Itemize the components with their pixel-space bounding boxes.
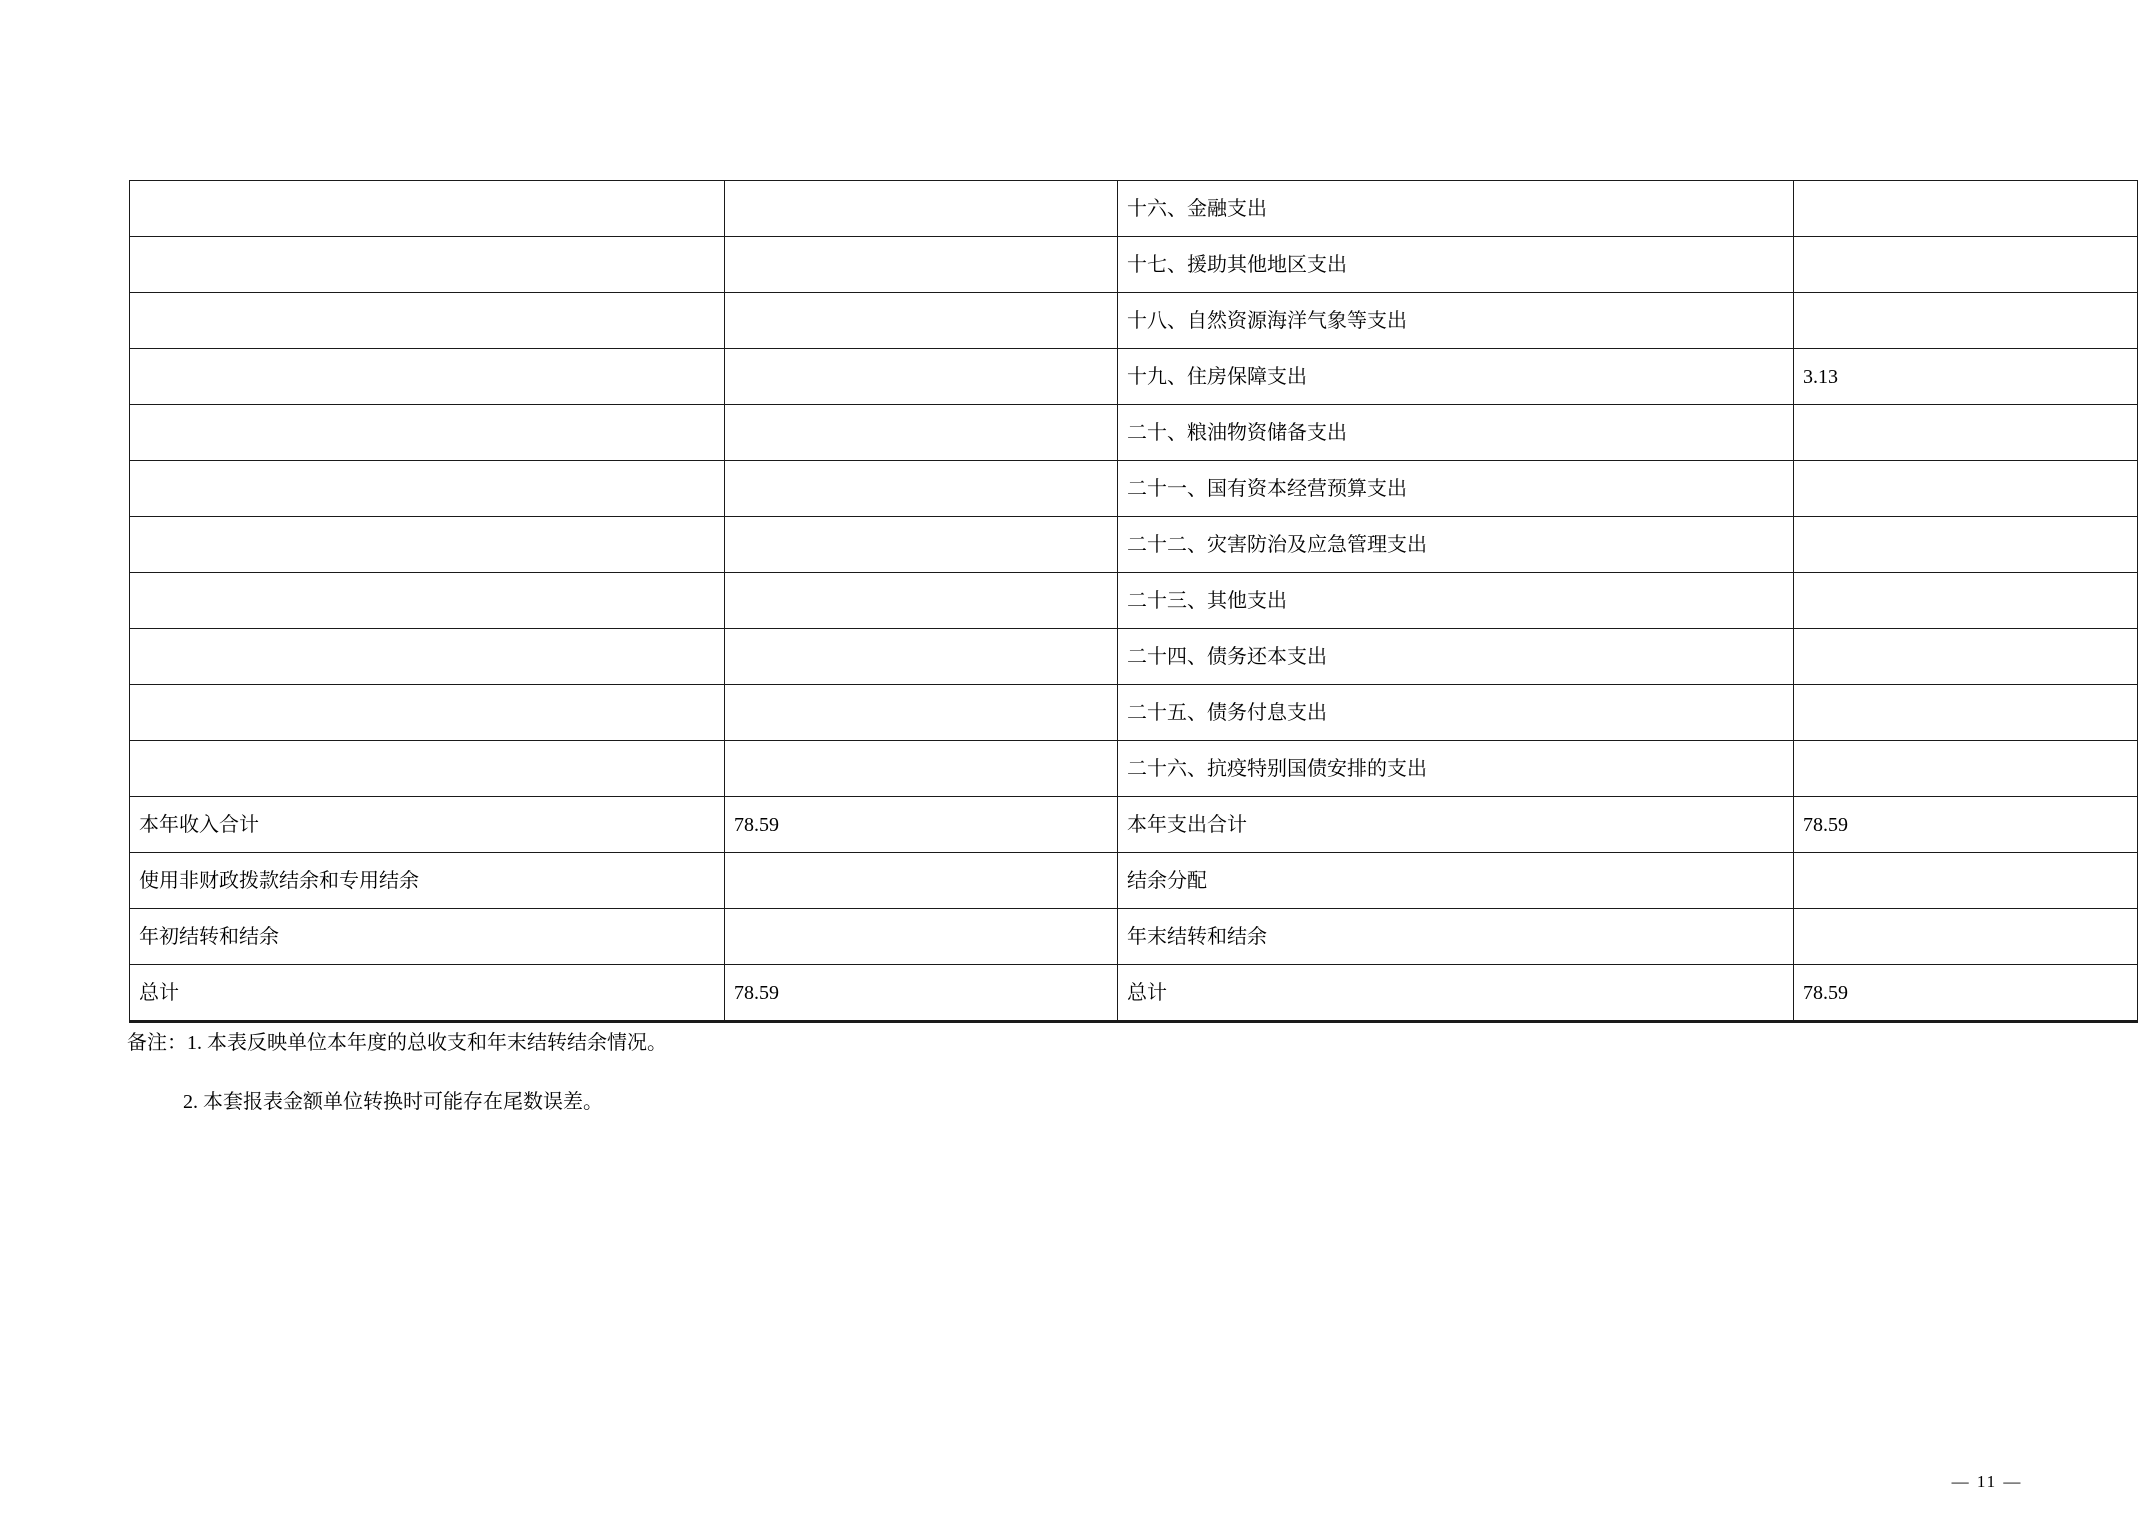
expense-item-cell: 年末结转和结余	[1118, 909, 1794, 965]
income-item-cell	[130, 181, 725, 237]
table-row	[130, 293, 2138, 349]
expense-amount-cell	[1794, 741, 2138, 797]
income-item-cell	[130, 405, 725, 461]
table-row	[130, 685, 2138, 741]
table-row	[130, 517, 2138, 573]
income-amount-cell	[725, 853, 1118, 909]
income-item-cell: 年初结转和结余	[130, 909, 725, 965]
income-amount-cell	[725, 517, 1118, 573]
notes	[127, 1030, 667, 1115]
expense-item-cell: 结余分配	[1118, 853, 1794, 909]
expense-amount-cell	[1794, 461, 2138, 517]
table-row-grand-total	[130, 965, 2138, 1022]
expense-amount-cell: 78.59	[1794, 797, 2138, 853]
table-row	[130, 181, 2138, 237]
note-line-1: 备注：1. 本表反映单位本年度的总收支和年末结转结余情况。	[127, 1032, 667, 1054]
income-item-cell	[130, 629, 725, 685]
expense-item-cell: 二十二、灾害防治及应急管理支出	[1118, 517, 1794, 573]
income-item-cell	[130, 461, 725, 517]
income-item-cell	[130, 685, 725, 741]
expense-item-cell: 二十三、其他支出	[1118, 573, 1794, 629]
income-item-cell	[130, 237, 725, 293]
income-amount-cell	[725, 461, 1118, 517]
table-row-income-total	[130, 797, 2138, 853]
income-item-cell	[130, 349, 725, 405]
expense-item-cell: 十七、援助其他地区支出	[1118, 237, 1794, 293]
expense-amount-cell	[1794, 853, 2138, 909]
expense-item-cell: 本年支出合计	[1118, 797, 1794, 853]
table-row	[130, 629, 2138, 685]
expense-amount-cell	[1794, 517, 2138, 573]
expense-amount-cell	[1794, 573, 2138, 629]
expense-amount-cell	[1794, 685, 2138, 741]
page-number: — 11 —	[1951, 1472, 2023, 1491]
income-amount-cell: 78.59	[725, 965, 1118, 1022]
income-amount-cell	[725, 685, 1118, 741]
table-row	[130, 909, 2138, 965]
income-amount-cell	[725, 629, 1118, 685]
income-item-cell: 总计	[130, 965, 725, 1022]
table-row	[130, 853, 2138, 909]
income-amount-cell	[725, 741, 1118, 797]
note-line-2: 2. 本套报表金额单位转换时可能存在尾数误差。	[183, 1091, 603, 1113]
income-amount-cell	[725, 573, 1118, 629]
table-row	[130, 741, 2138, 797]
table-row	[130, 405, 2138, 461]
table-row	[130, 237, 2138, 293]
expense-amount-cell	[1794, 629, 2138, 685]
table-row	[130, 461, 2138, 517]
income-item-cell	[130, 517, 725, 573]
income-item-cell	[130, 573, 725, 629]
expense-item-cell: 二十六、抗疫特别国债安排的支出	[1118, 741, 1794, 797]
expense-amount-cell: 3.13	[1794, 349, 2138, 405]
expense-item-cell: 二十四、债务还本支出	[1118, 629, 1794, 685]
expense-amount-cell	[1794, 237, 2138, 293]
expense-amount-cell	[1794, 181, 2138, 237]
expense-amount-cell	[1794, 293, 2138, 349]
expense-amount-cell	[1794, 405, 2138, 461]
income-amount-cell	[725, 237, 1118, 293]
income-amount-cell	[725, 909, 1118, 965]
income-amount-cell: 78.59	[725, 797, 1118, 853]
income-item-cell	[130, 293, 725, 349]
expense-item-cell: 十九、住房保障支出	[1118, 349, 1794, 405]
expense-item-cell: 二十、粮油物资储备支出	[1118, 405, 1794, 461]
income-item-cell: 使用非财政拨款结余和专用结余	[130, 853, 725, 909]
budget-table	[129, 180, 2138, 1023]
income-amount-cell	[725, 181, 1118, 237]
expense-item-cell: 总计	[1118, 965, 1794, 1022]
income-amount-cell	[725, 349, 1118, 405]
income-amount-cell	[725, 405, 1118, 461]
expense-item-cell: 二十五、债务付息支出	[1118, 685, 1794, 741]
expense-amount-cell	[1794, 909, 2138, 965]
expense-item-cell: 二十一、国有资本经营预算支出	[1118, 461, 1794, 517]
table-row	[130, 573, 2138, 629]
expense-amount-cell: 78.59	[1794, 965, 2138, 1022]
expense-item-cell: 十六、金融支出	[1118, 181, 1794, 237]
expense-item-cell: 十八、自然资源海洋气象等支出	[1118, 293, 1794, 349]
income-item-cell	[130, 741, 725, 797]
table-row	[130, 349, 2138, 405]
income-item-cell: 本年收入合计	[130, 797, 725, 853]
income-amount-cell	[725, 293, 1118, 349]
